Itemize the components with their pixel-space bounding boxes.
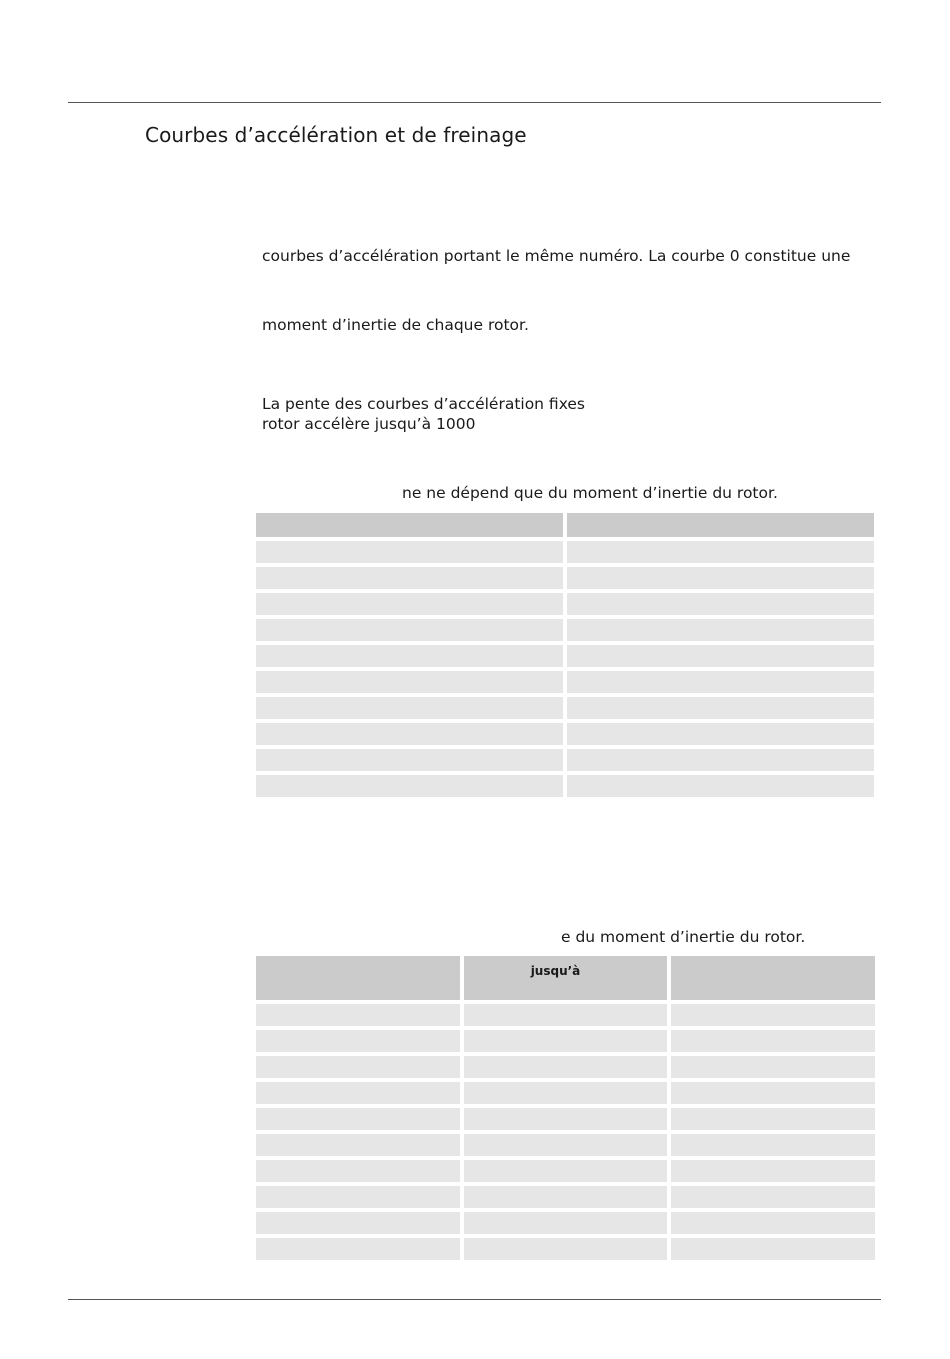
table-cell [256,1212,460,1234]
table-cell [256,1056,460,1078]
table-header-cell [464,956,668,1000]
table-header-row [256,513,874,537]
table-cell [256,1082,460,1104]
table-cell [671,1004,875,1026]
table-cell [256,775,563,797]
table-row [256,775,874,797]
table-row [256,1212,875,1234]
table-cell [567,567,874,589]
table-cell [256,1134,460,1156]
table-cell [671,1186,875,1208]
paragraph-line-3b: rotor accélère jusqu’à 1000 [262,415,476,433]
table-cell [671,1082,875,1104]
table2-caption: e du moment d’inertie du rotor. [561,928,806,946]
table-cell [256,567,563,589]
table-cell [567,645,874,667]
paragraph-line-1: courbes d’accélération portant le même numéro. La courbe 0 constitue une [262,247,851,265]
table-cell [567,593,874,615]
header-rule [68,102,881,103]
table-row [256,1108,875,1130]
paragraph-line-2: moment d’inertie de chaque rotor. [262,316,529,334]
table-cell [256,1030,460,1052]
table-cell [464,1082,668,1104]
table-cell [671,1030,875,1052]
header-label [671,956,875,964]
table-cell [464,1238,668,1260]
table-row [256,697,874,719]
table-row [256,1186,875,1208]
table-row [256,1238,875,1260]
table-cell [567,541,874,563]
acceleration-table [252,509,878,801]
table-cell [464,1056,668,1078]
paragraph-line-3a: La pente des courbes d’accélération fixes [262,395,586,413]
table-row [256,1134,875,1156]
table-cell [464,1030,668,1052]
table-row [256,619,874,641]
table-cell [567,671,874,693]
table-cell [671,1134,875,1156]
table-cell [256,749,563,771]
table-row [256,645,874,667]
table-cell [256,541,563,563]
table-cell [671,1212,875,1234]
table-cell [567,749,874,771]
table-row [256,593,874,615]
table-cell [671,1108,875,1130]
table-cell [567,697,874,719]
table-cell [256,619,563,641]
table-header-cell [567,513,874,537]
table-row [256,1082,875,1104]
header-label: jusqu’à [530,964,581,978]
table1-caption: ne ne dépend que du moment d’inertie du rotor. [402,484,778,502]
table-cell [464,1160,668,1182]
footer-rule [68,1299,881,1300]
table-header-cell [256,956,460,1000]
table-cell [256,723,563,745]
table-row [256,1056,875,1078]
table-row [256,1004,875,1026]
table-header-cell [256,513,563,537]
table-cell [567,775,874,797]
table-cell [464,1186,668,1208]
table-cell [567,619,874,641]
table-cell [567,723,874,745]
table-cell [464,1212,668,1234]
table-cell [671,1238,875,1260]
table-cell [256,1186,460,1208]
table-row [256,723,874,745]
table-cell [256,671,563,693]
table-row [256,671,874,693]
table-row [256,749,874,771]
table-cell [256,697,563,719]
table-row [256,541,874,563]
table-row [256,567,874,589]
table-cell [256,1108,460,1130]
section-title: Courbes d’accélération et de freinage [145,123,527,147]
table-row [256,1030,875,1052]
table-cell [256,593,563,615]
table-cell [671,1056,875,1078]
header-label [256,956,460,964]
table-cell [256,1238,460,1260]
table-cell [671,1160,875,1182]
table-cell [464,1108,668,1130]
table-cell [256,1004,460,1026]
paragraph-block-3 [262,394,585,434]
table-cell [256,1160,460,1182]
table-header-cell [671,956,875,1000]
table-row [256,1160,875,1182]
table-cell [464,1004,668,1026]
braking-table [252,952,879,1264]
table-cell [464,1134,668,1156]
table-header-row [256,956,875,1000]
table-cell [256,645,563,667]
